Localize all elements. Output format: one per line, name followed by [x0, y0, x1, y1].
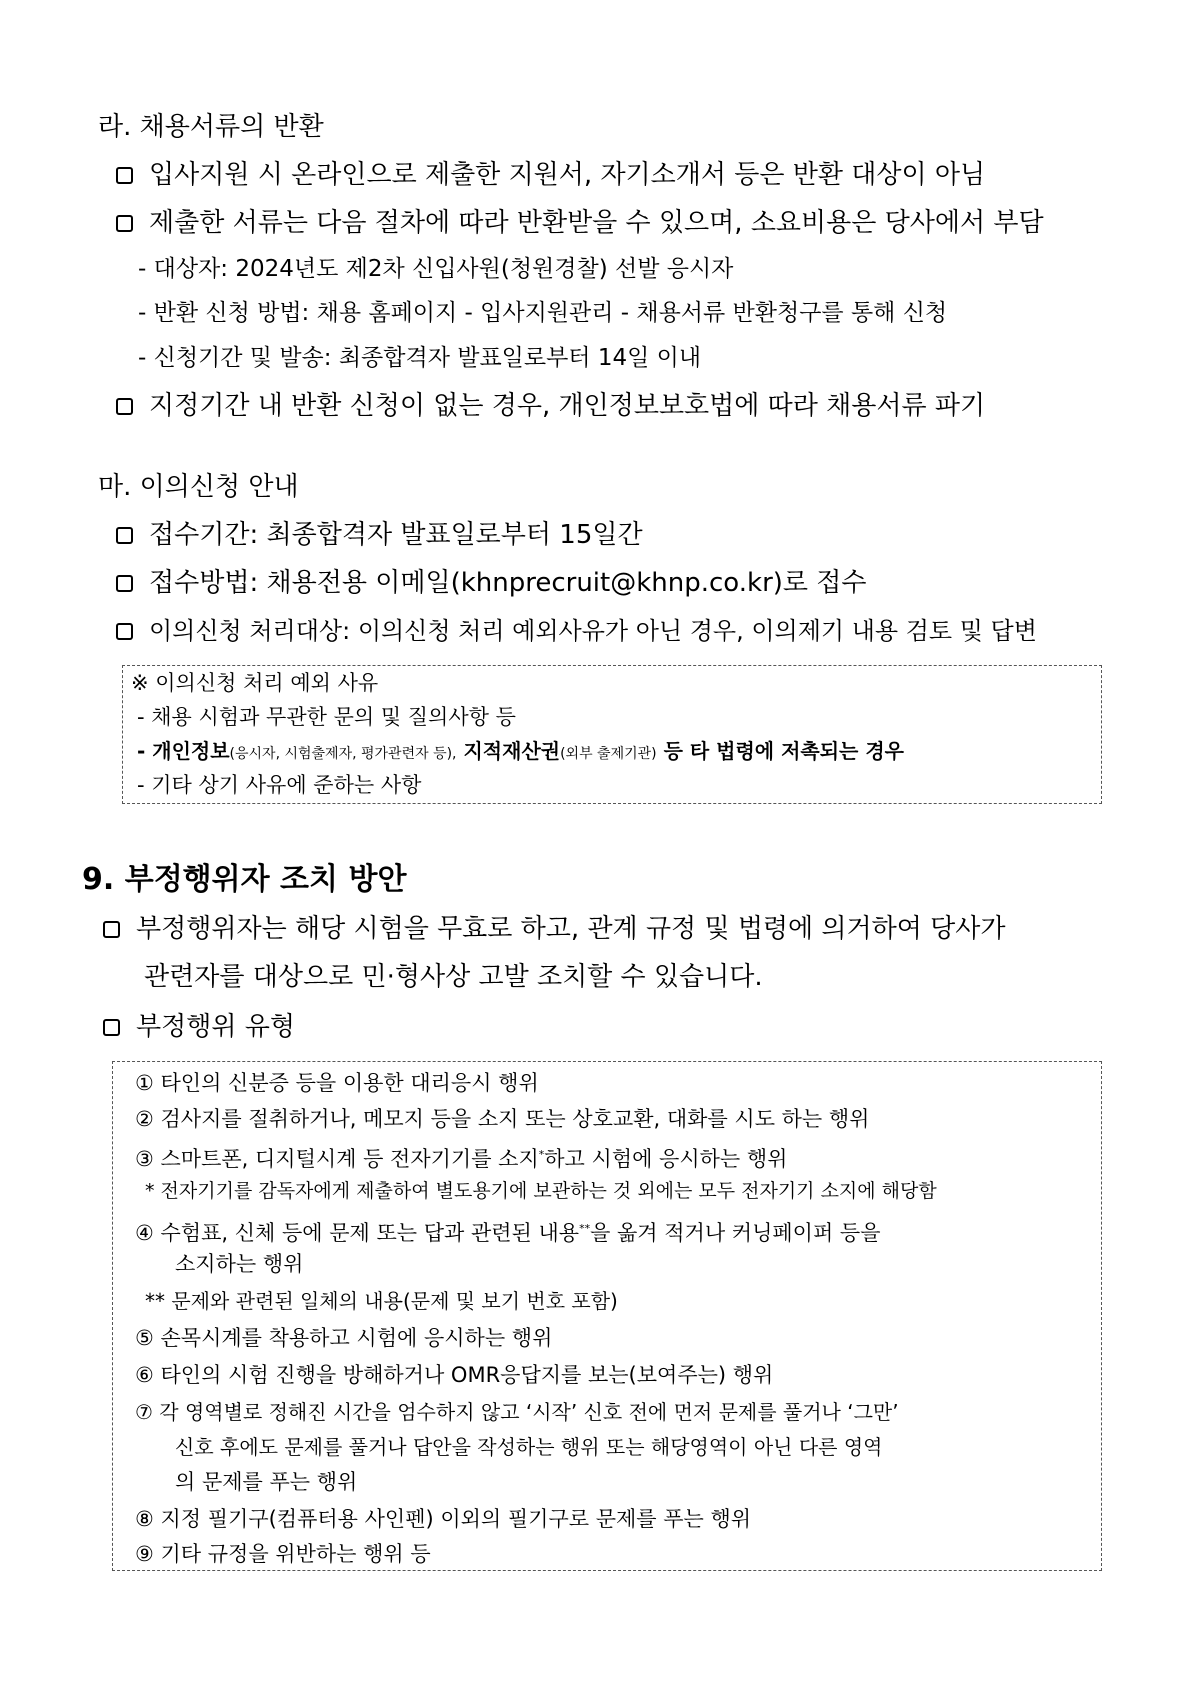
misconduct-types-box [112, 1061, 1102, 1571]
misconduct-type-6: ⑥ 타인의 시험 진행을 방해하거나 OMR응답지를 보는(보여주는) 행위 [135, 1363, 774, 1387]
checkbox-square-icon [116, 167, 133, 184]
checkbox-square-icon [116, 398, 133, 415]
section-ra-item-1: 입사지원 시 온라인으로 제출한 지원서, 자기소개서 등은 반환 대상이 아님 [116, 158, 985, 192]
misconduct-type-2: ② 검사지를 절취하거나, 메모지 등을 소지 또는 상호교환, 대화를 시도 하는 행위 [135, 1107, 870, 1131]
misconduct-type-4: ④ 수험표, 신체 등에 문제 또는 답과 관련된 내용**을 옮겨 적거나 커닝페이퍼 등을 [135, 1221, 881, 1245]
section-9-item-2: 부정행위 유형 [103, 1010, 295, 1044]
checkbox-square-icon [103, 921, 120, 938]
objection-exception-title: ※ 이의신청 처리 예외 사유 [131, 671, 379, 695]
section-ra-title: 라. 채용서류의 반환 [98, 112, 324, 142]
objection-exception-line-2: - 개인정보(응시자, 시험출제자, 평가관련자 등), 지적재산권(외부 출제기관) 등 타 법령에 저촉되는 경우 [137, 739, 904, 763]
section-ma-item-3: 이의신청 처리대상: 이의신청 처리 예외사유가 아닌 경우, 이의제기 내용 검토 및 답변 [116, 614, 1037, 648]
misconduct-type-4-line-2: 소지하는 행위 [175, 1252, 304, 1276]
objection-exception-line-3: - 기타 상기 사유에 준하는 사항 [137, 773, 422, 797]
misconduct-type-7-line-2: 신호 후에도 문제를 풀거나 답안을 작성하는 행위 또는 해당영역이 아닌 다른 영역 [175, 1435, 883, 1459]
checkbox-square-icon [116, 575, 133, 592]
section-ra-item-2: 제출한 서류는 다음 절차에 따라 반환받을 수 있으며, 소요비용은 당사에서 부담 [116, 206, 1044, 240]
misconduct-note-2: ** 문제와 관련된 일체의 내용(문제 및 보기 번호 포함) [145, 1289, 618, 1313]
checkbox-square-icon [103, 1019, 120, 1036]
misconduct-type-9: ⑨ 기타 규정을 위반하는 행위 등 [135, 1542, 431, 1566]
checkbox-square-icon [116, 215, 133, 232]
section-ra-sub-1: - 대상자: 2024년도 제2차 신입사원(청원경찰) 선발 응시자 [138, 256, 734, 282]
misconduct-type-7-line-3: 의 문제를 푸는 행위 [175, 1470, 358, 1494]
checkbox-square-icon [116, 623, 133, 640]
section-ra-item-3: 지정기간 내 반환 신청이 없는 경우, 개인정보보호법에 따라 채용서류 파기 [116, 389, 985, 423]
section-ra-sub-2: - 반환 신청 방법: 채용 홈페이지 - 입사지원관리 - 채용서류 반환청구를 통해 신청 [138, 300, 948, 326]
section-ma-item-2: 접수방법: 채용전용 이메일(khnprecruit@khnp.co.kr)로 접수 [116, 566, 867, 600]
misconduct-note-1: * 전자기기를 감독자에게 제출하여 별도용기에 보관하는 것 외에는 모두 전자기기 소지에 해당함 [145, 1180, 937, 1202]
misconduct-type-7: ⑦ 각 영역별로 정해진 시간을 엄수하지 않고 ‘시작’ 신호 전에 먼저 문제를 풀거나 ‘그만’ [135, 1400, 899, 1424]
checkbox-square-icon [116, 527, 133, 544]
objection-exception-line-1: - 채용 시험과 무관한 문의 및 질의사항 등 [137, 705, 516, 729]
section-ra-sub-3: - 신청기간 및 발송: 최종합격자 발표일로부터 14일 이내 [138, 345, 702, 371]
section-9-item-1: 부정행위자는 해당 시험을 무효로 하고, 관계 규정 및 법령에 의거하여 당사가 [103, 912, 1006, 946]
section-9-item-1-line-2: 관련자를 대상으로 민·형사상 고발 조치할 수 있습니다. [144, 962, 763, 992]
misconduct-type-5: ⑤ 손목시계를 착용하고 시험에 응시하는 행위 [135, 1326, 553, 1350]
misconduct-type-3: ③ 스마트폰, 디지털시계 등 전자기기를 소지*하고 시험에 응시하는 행위 [135, 1147, 788, 1171]
misconduct-type-8: ⑧ 지정 필기구(컴퓨터용 사인펜) 이외의 필기구로 문제를 푸는 행위 [135, 1507, 752, 1531]
section-9-title: 9. 부정행위자 조치 방안 [82, 862, 407, 897]
section-ma-title: 마. 이의신청 안내 [98, 472, 299, 502]
section-ma-item-1: 접수기간: 최종합격자 발표일로부터 15일간 [116, 518, 643, 552]
objection-exception-box [122, 665, 1102, 804]
misconduct-type-1: ① 타인의 신분증 등을 이용한 대리응시 행위 [135, 1071, 539, 1095]
